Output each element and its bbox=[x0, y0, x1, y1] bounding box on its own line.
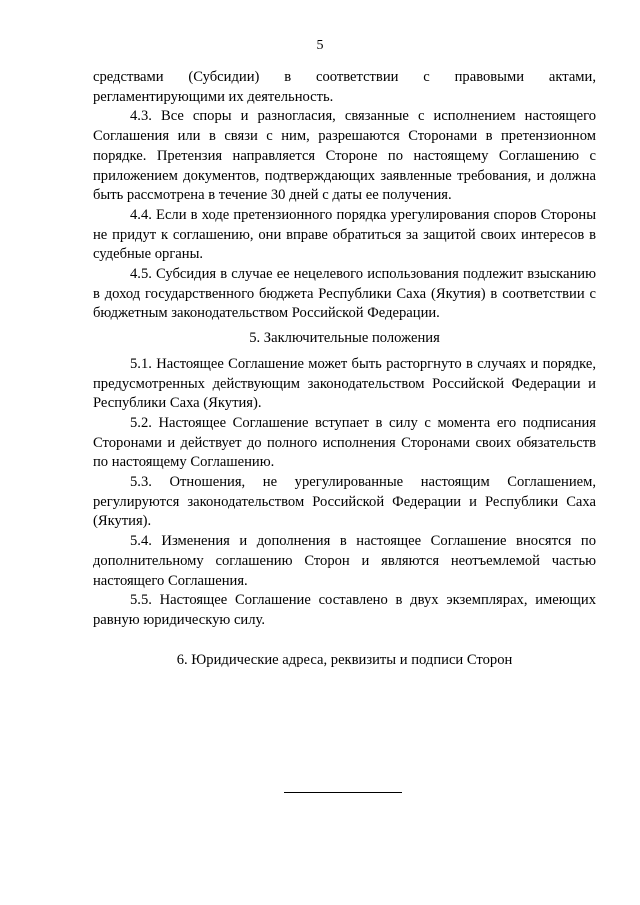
paragraph-5-3: 5.3. Отношения, не урегулированные настоящим Соглашением, регулируются законодательством Российской Федерации и Республики Саха (Якутия). bbox=[93, 474, 596, 530]
document-body bbox=[93, 68, 596, 676]
paragraph-4-4: 4.4. Если в ходе претензионного порядка урегулирования споров Стороны не придут к соглашению, они вправе обратиться за защитой своих интересов в судебные органы. bbox=[93, 206, 596, 263]
paragraph-4-3: 4.3. Все споры и разногласия, связанные с исполнением настоящего Соглашения или в связи с ним, разрешаются Сторонами в претензионном порядке. Претензия направляется Стороне по настоящему Соглашению с приложением документов, подтверждающих заявленные требования, и должна быть рассмотрена в течение 30 дней с даты ее получения. bbox=[93, 108, 596, 204]
paragraph-4-5: 4.5. Субсидия в случае ее нецелевого использования подлежит взысканию в доход государственного бюджета Республики Саха (Якутия) в соответствии с бюджетным законодательством Российской Федерации. bbox=[93, 266, 596, 322]
section-5-heading: 5. Заключительные положения bbox=[249, 330, 440, 347]
paragraph-5-5: 5.5. Настоящее Соглашение составлено в двух экземплярах, имеющих равную юридическую силу. bbox=[93, 592, 596, 628]
paragraph-5-4: 5.4. Изменения и дополнения в настоящее Соглашение вносятся по дополнительному соглашению Сторон и являются неотъемлемой частью настоящего Соглашения. bbox=[93, 533, 596, 589]
paragraph-5-1: 5.1. Настоящее Соглашение может быть расторгнуто в случаях и порядке, предусмотренных действующим законодательством Российской Федерации и Республики Саха (Якутия). bbox=[93, 355, 596, 412]
end-divider-line bbox=[284, 792, 402, 793]
page-number: 5 bbox=[316, 38, 324, 53]
paragraph-5-2: 5.2. Настоящее Соглашение вступает в силу с момента его подписания Сторонами и действует до полного исполнения Сторонами своих обязательств по настоящему Соглашению. bbox=[93, 414, 596, 471]
section-6-heading: 6. Юридические адреса, реквизиты и подписи Сторон bbox=[176, 651, 513, 668]
paragraph-continuation: средствами (Субсидии) в соответствии с правовыми актами, регламентирующими их деятельность. bbox=[93, 69, 596, 105]
